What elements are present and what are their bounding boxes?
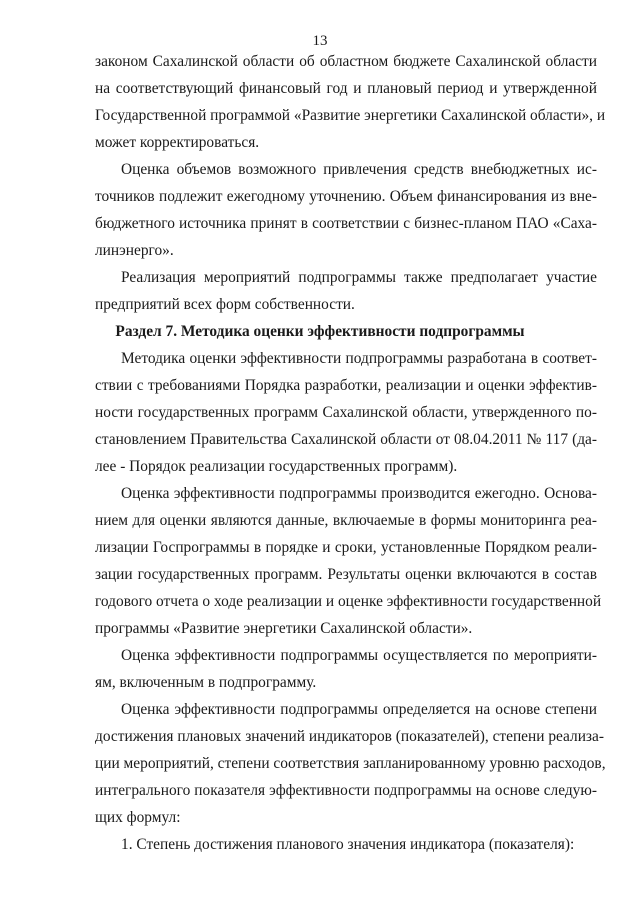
section-heading: Раздел 7. Методика оценки эффективности подпрограммы [115, 323, 525, 340]
text-line: бюджетного источника принят в соответствии с бизнес-планом ПАО «Саха- [95, 215, 597, 232]
text-line: ции мероприятий, степени соответствия запланированному уровню расходов, [95, 755, 606, 772]
text-line: на соответствующий финансовый год и плановый период и утвержденной [95, 80, 597, 97]
text-line: точников подлежит ежегодному уточнению. Объем финансирования из вне- [95, 188, 597, 205]
text-line: Оценка объемов возможного привлечения средств внебюджетных ис- [121, 161, 597, 178]
text-line: зации государственных программ. Результаты оценки включаются в состав [95, 566, 597, 583]
text-line: Оценка эффективности подпрограммы осуществляется по мероприяти- [121, 647, 597, 664]
text-line: ности государственных программ Сахалинской области, утвержденного по- [95, 404, 597, 421]
text-line: линэнерго». [95, 242, 174, 259]
text-line: Государственной программой «Развитие энергетики Сахалинской области», и [95, 107, 606, 124]
text-line: лизации Госпрограммы в порядке и сроки, установленные Порядком реали- [95, 539, 597, 556]
text-line: ствии с требованиями Порядка разработки, реализации и оценки эффектив- [95, 377, 597, 394]
text-line: годового отчета о ходе реализации и оценке эффективности государственной [95, 593, 602, 610]
text-line: интегрального показателя эффективности подпрограммы на основе следую- [95, 782, 597, 799]
text-line: ям, включенным в подпрограмму. [95, 674, 317, 691]
page-number: 13 [312, 33, 328, 49]
text-line: щих формул: [95, 809, 181, 826]
text-line: Реализация мероприятий подпрограммы также предполагает участие [121, 269, 597, 286]
text-line: Оценка эффективности подпрограммы производится ежегодно. Основа- [121, 485, 597, 502]
text-line: достижения плановых значений индикаторов (показателей), степени реализа- [95, 728, 604, 745]
text-line: предприятий всех форм собственности. [95, 296, 355, 313]
text-line: становлением Правительства Сахалинской области от 08.04.2011 № 117 (да- [95, 431, 597, 448]
text-line: может корректироваться. [95, 134, 260, 151]
text-line: законом Сахалинской области об областном бюджете Сахалинской области [95, 53, 597, 70]
text-line: Методика оценки эффективности подпрограммы разработана в соответ- [121, 350, 597, 367]
text-line: 1. Степень достижения планового значения индикатора (показателя): [121, 836, 575, 853]
text-line: лее - Порядок реализации государственных программ). [95, 458, 458, 475]
text-line: Оценка эффективности подпрограммы определяется на основе степени [121, 701, 597, 718]
text-line: нием для оценки являются данные, включаемые в формы мониторинга реа- [95, 512, 597, 529]
text-line: программы «Развитие энергетики Сахалинской области». [95, 620, 473, 637]
